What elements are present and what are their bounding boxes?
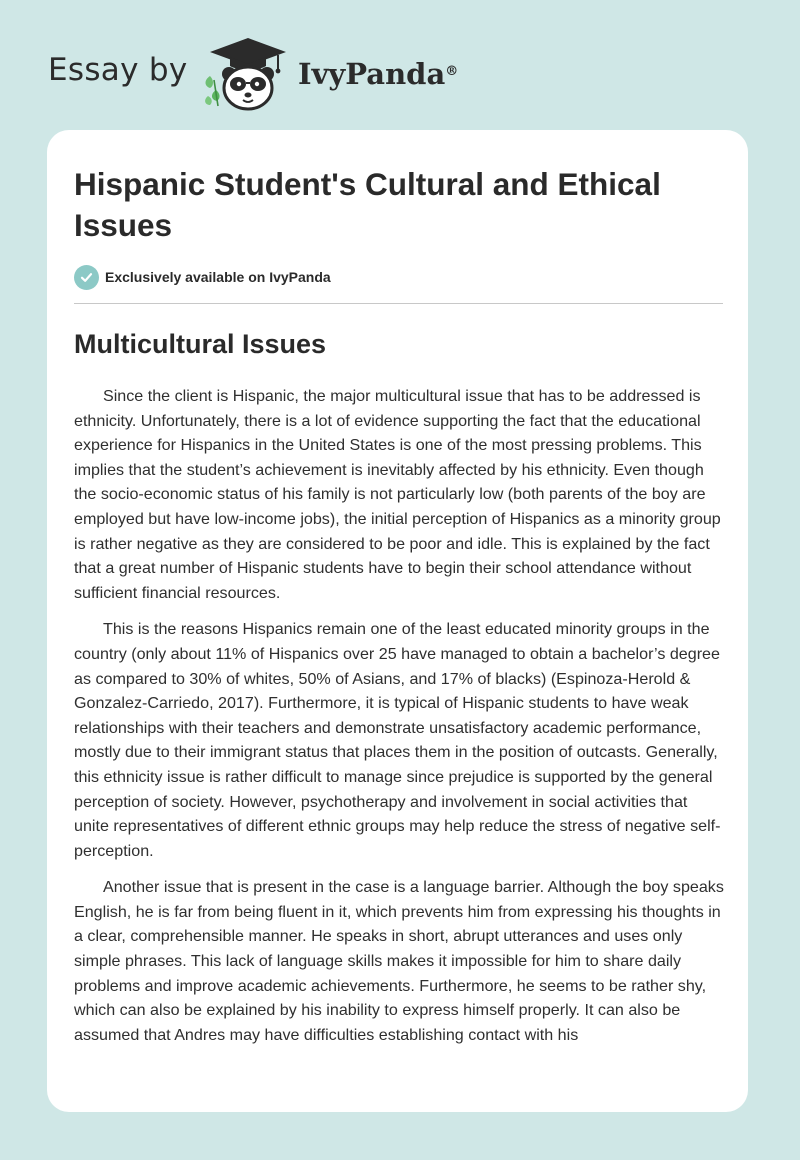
ivypanda-logo-icon[interactable] [200,36,296,112]
essay-by-label: Essay by [48,52,188,88]
paragraph: This is the reasons Hispanics remain one of the least educated minority groups in the country (only about 11% of Hispanics over 25 have managed to obtain a bachelor’s degree as compared to 30% of whites, 50% of Asians, and 17% of blacks) (Espinoza-Herold & Gonzalez-Carriedo, 2017). Furthermore, it is typical of Hispanic students to have weak relationships with their teachers and demonstrate unsatisfactory academic performance, mostly due to their immigrant status that places them in the position of outcasts. Generally, this ethnicity issue is rather difficult to manage since prejudice is supported by the general perception of society. However, psychotherapy and involvement in social activities that unite representatives of different ethnic groups may help reduce the stress of negative self-perception. [74,620,721,860]
paragraph: Another issue that is present in the case is a language barrier. Although the boy speaks English, he is far from being fluent in it, which prevents him from expressing his thoughts in a clear, comprehensible manner. He speaks in short, abrupt utterances and uses only simple phrases. This lack of language skills makes it impossible for him to share daily problems and improve academic achievements. Furthermore, he seems to be rather shy, which can also be explained by his inability to express himself properly. It can also be assumed that Andres may have difficulties establishing contact with his [74,878,724,1044]
checkmark-icon [74,265,99,290]
essay-body [74,384,725,1059]
essay-title: Hispanic Student's Cultural and Ethical Issues [74,166,661,243]
section-heading: Multicultural Issues [74,329,327,359]
exclusive-text: Exclusively available on IvyPanda [105,269,331,285]
brand-name-text: IvyPanda [298,57,446,91]
site-header [0,0,800,120]
divider [74,303,723,304]
brand-name[interactable] [298,54,458,94]
registered-mark: ® [445,64,459,79]
essay-card [47,130,748,1112]
paragraph: Since the client is Hispanic, the major multicultural issue that has to be addressed is ethnicity. Unfortunately, there is a lot of evidence supporting the fact that the educational experience for Hispanics in the United States is one of the most pressing problems. This implies that the student’s achievement is inevitably affected by his ethnicity. Even though the socio-economic status of his family is not particularly low (both parents of the boy are employed but have low-income jobs), the initial perception of Hispanics as a minority group is rather negative as they are considered to be poor and idle. This is explained by the fact that a great number of Hispanic students have to begin their school attendance without sufficient financial resources. [74,387,721,602]
exclusive-badge [74,264,331,290]
